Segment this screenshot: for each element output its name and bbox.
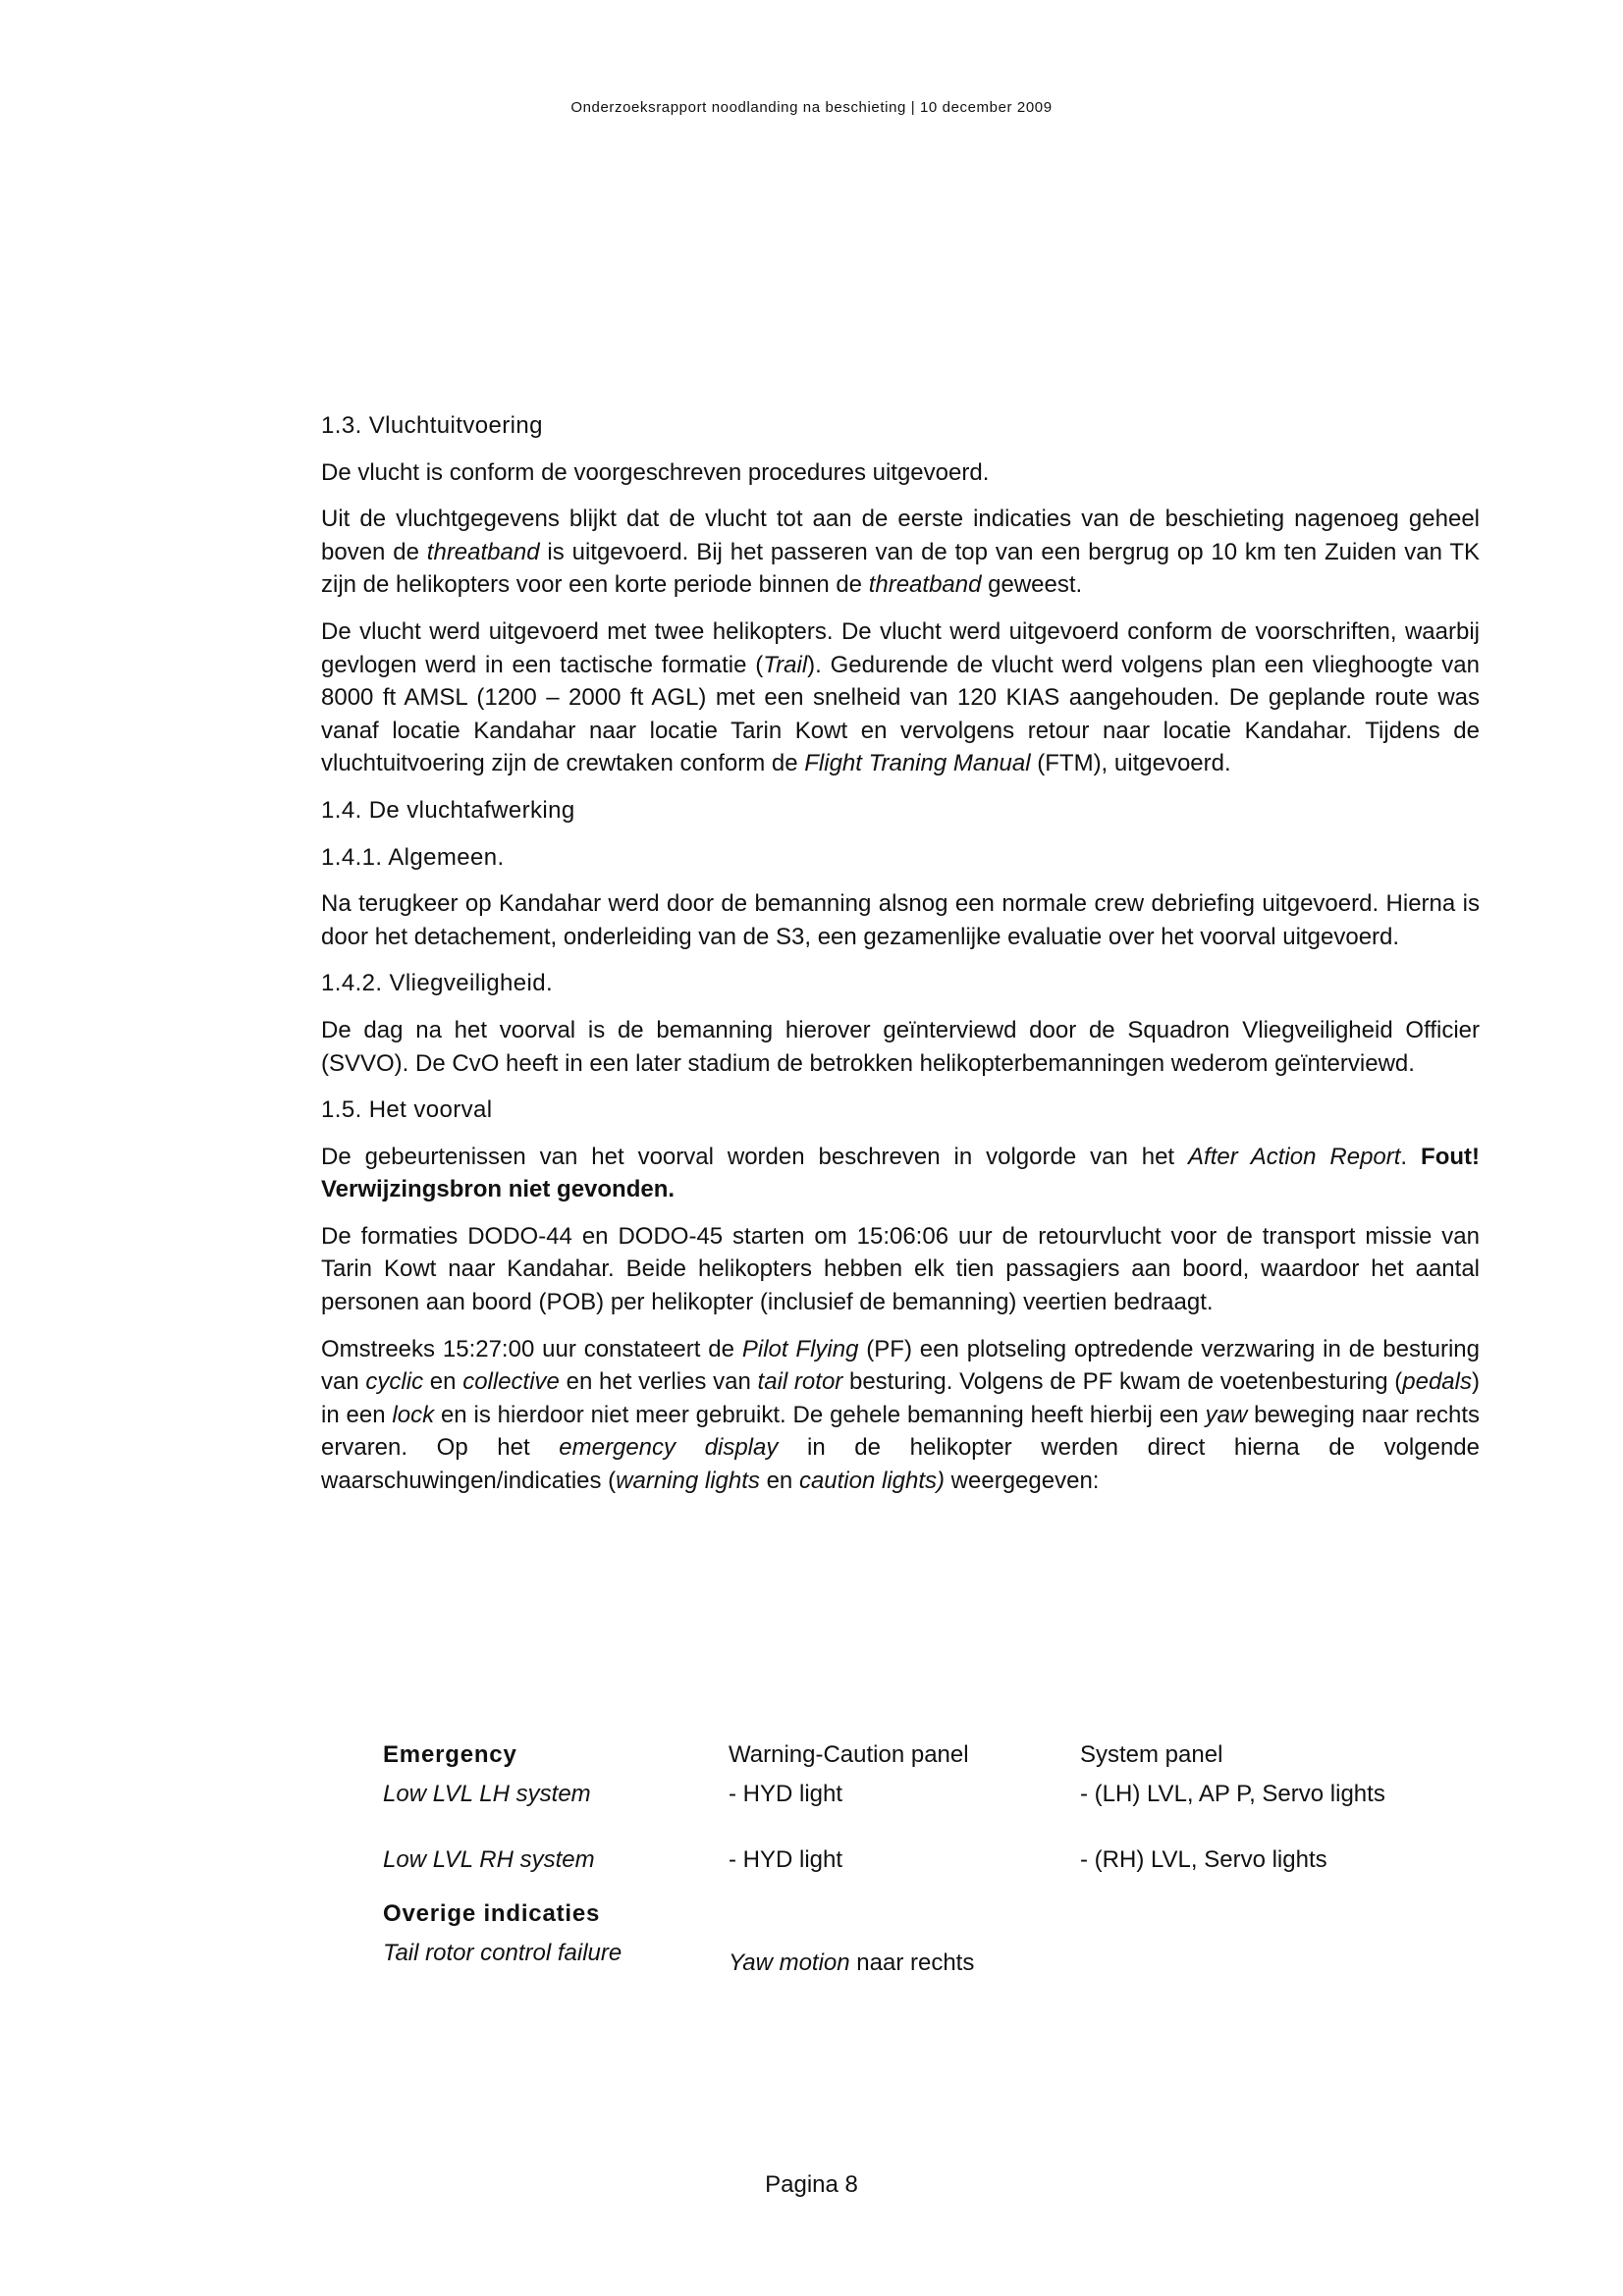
section-heading-1-5: 1.5. Het voorval <box>321 1096 493 1124</box>
indications-table <box>383 1741 1492 1979</box>
paragraph: Omstreeks 15:27:00 uur constateert de Pilot Flying (PF) een plotseling optredende verzwaring in de besturing van cyclic en collective en het verlies van tail rotor besturing. Volgens de PF kwam de voetenbesturing (pedals) in een lock en is hierdoor niet meer gebruikt. De gehele bemanning heeft hierbij een yaw beweging naar rechts ervaren. Op het emergency display in de helikopter werden direct hierna de volgende waarschuwingen/indicaties (warning lights en caution lights) weergegeven: <box>321 1335 1481 1495</box>
table-cell: Low LVL RH system <box>383 1846 595 1873</box>
paragraph: De gebeurtenissen van het voorval worden beschreven in volgorde van het After Action Report. Fout! Verwijzingsbron niet gevonden. <box>321 1143 1480 1203</box>
paragraph: De dag na het voorval is de bemanning hierover geïnterviewd door de Squadron Vliegveiligheid Officier (SVVO). De CvO heeft in een later stadium de betrokken helikopterbemanningen wederom geïnterviewd. <box>321 1016 1480 1077</box>
column-header-system-panel: System panel <box>1080 1741 1223 1768</box>
page-number: Pagina 8 <box>765 2171 858 2198</box>
paragraph: Uit de vluchtgegevens blijkt dat de vlucht tot aan de eerste indicaties van de beschieting nagenoeg geheel boven de threatband is uitgevoerd. Bij het passeren van de top van een bergrug op 10 km ten Zuiden van TK zijn de helikopters voor een korte periode binnen de threatband geweest. <box>321 506 1481 599</box>
reference-error: Fout! Verwijzingsbron niet gevonden. <box>321 1143 1480 1203</box>
other-indications-heading: Overige indicaties <box>383 1900 601 1927</box>
subsection-heading-1-4-2: 1.4.2. Vliegveiligheid. <box>321 970 554 997</box>
table-row <box>383 1781 1492 1846</box>
paragraph: Na terugkeer op Kandahar werd door de bemanning alsnog een normale crew debriefing uitgevoerd. Hierna is door het detachement, onderleiding van de S3, een gezamenlijke evaluatie over het voorval uitgevoerd. <box>321 890 1480 950</box>
section-heading-1-3: 1.3. Vluchtuitvoering <box>321 412 543 439</box>
column-header-emergency: Emergency <box>383 1741 517 1768</box>
paragraph: De vlucht is conform de voorgeschreven procedures uitgevoerd. <box>321 458 990 486</box>
table-cell: - (LH) LVL, AP P, Servo lights <box>1080 1781 1385 1807</box>
section-heading-1-4: 1.4. De vluchtafwerking <box>321 796 575 824</box>
table-cell: - (RH) LVL, Servo lights <box>1080 1846 1327 1873</box>
subsection-heading-1-4-1: 1.4.1. Algemeen. <box>321 843 505 871</box>
paragraph: De vlucht werd uitgevoerd met twee helikopters. De vlucht werd uitgevoerd conform de voorschriften, waarbij gevlogen werd in een tactische formatie (Trail). Gedurende de vlucht werd volgens plan een vlieghoogte van 8000 ft AMSL (1200 – 2000 ft AGL) met een snelheid van 120 KIAS aangehouden. De geplande route was vanaf locatie Kandahar naar locatie Tarin Kowt en vervolgens retour naar locatie Kandahar. Tijdens de vluchtuitvoering zijn de crewtaken conform de Flight Traning Manual (FTM), uitgevoerd. <box>321 617 1480 777</box>
table-header-row <box>383 1741 1492 1781</box>
table-cell: - HYD light <box>729 1846 843 1873</box>
document-body <box>321 409 1480 1512</box>
table-cell: Low LVL LH system <box>383 1781 591 1807</box>
table-row <box>383 1846 1492 1900</box>
table-cell: Yaw motion naar rechts <box>729 1949 975 1976</box>
column-header-warning-caution: Warning-Caution panel <box>729 1741 969 1768</box>
table-cell: - HYD light <box>729 1781 843 1807</box>
paragraph: De formaties DODO-44 en DODO-45 starten om 15:06:06 uur de retourvlucht voor de transport missie van Tarin Kowt naar Kandahar. Beide helikopters hebben elk tien passagiers aan boord, waardoor het aantal personen aan boord (POB) per helikopter (inclusief de bemanning) veertien bedraagt. <box>321 1222 1480 1316</box>
table-cell: Tail rotor control failure <box>383 1940 622 1966</box>
table-row <box>383 1940 1492 1979</box>
table-row <box>383 1900 1492 1940</box>
running-header: Onderzoeksrapport noodlanding na beschieting | 10 december 2009 <box>570 99 1053 116</box>
